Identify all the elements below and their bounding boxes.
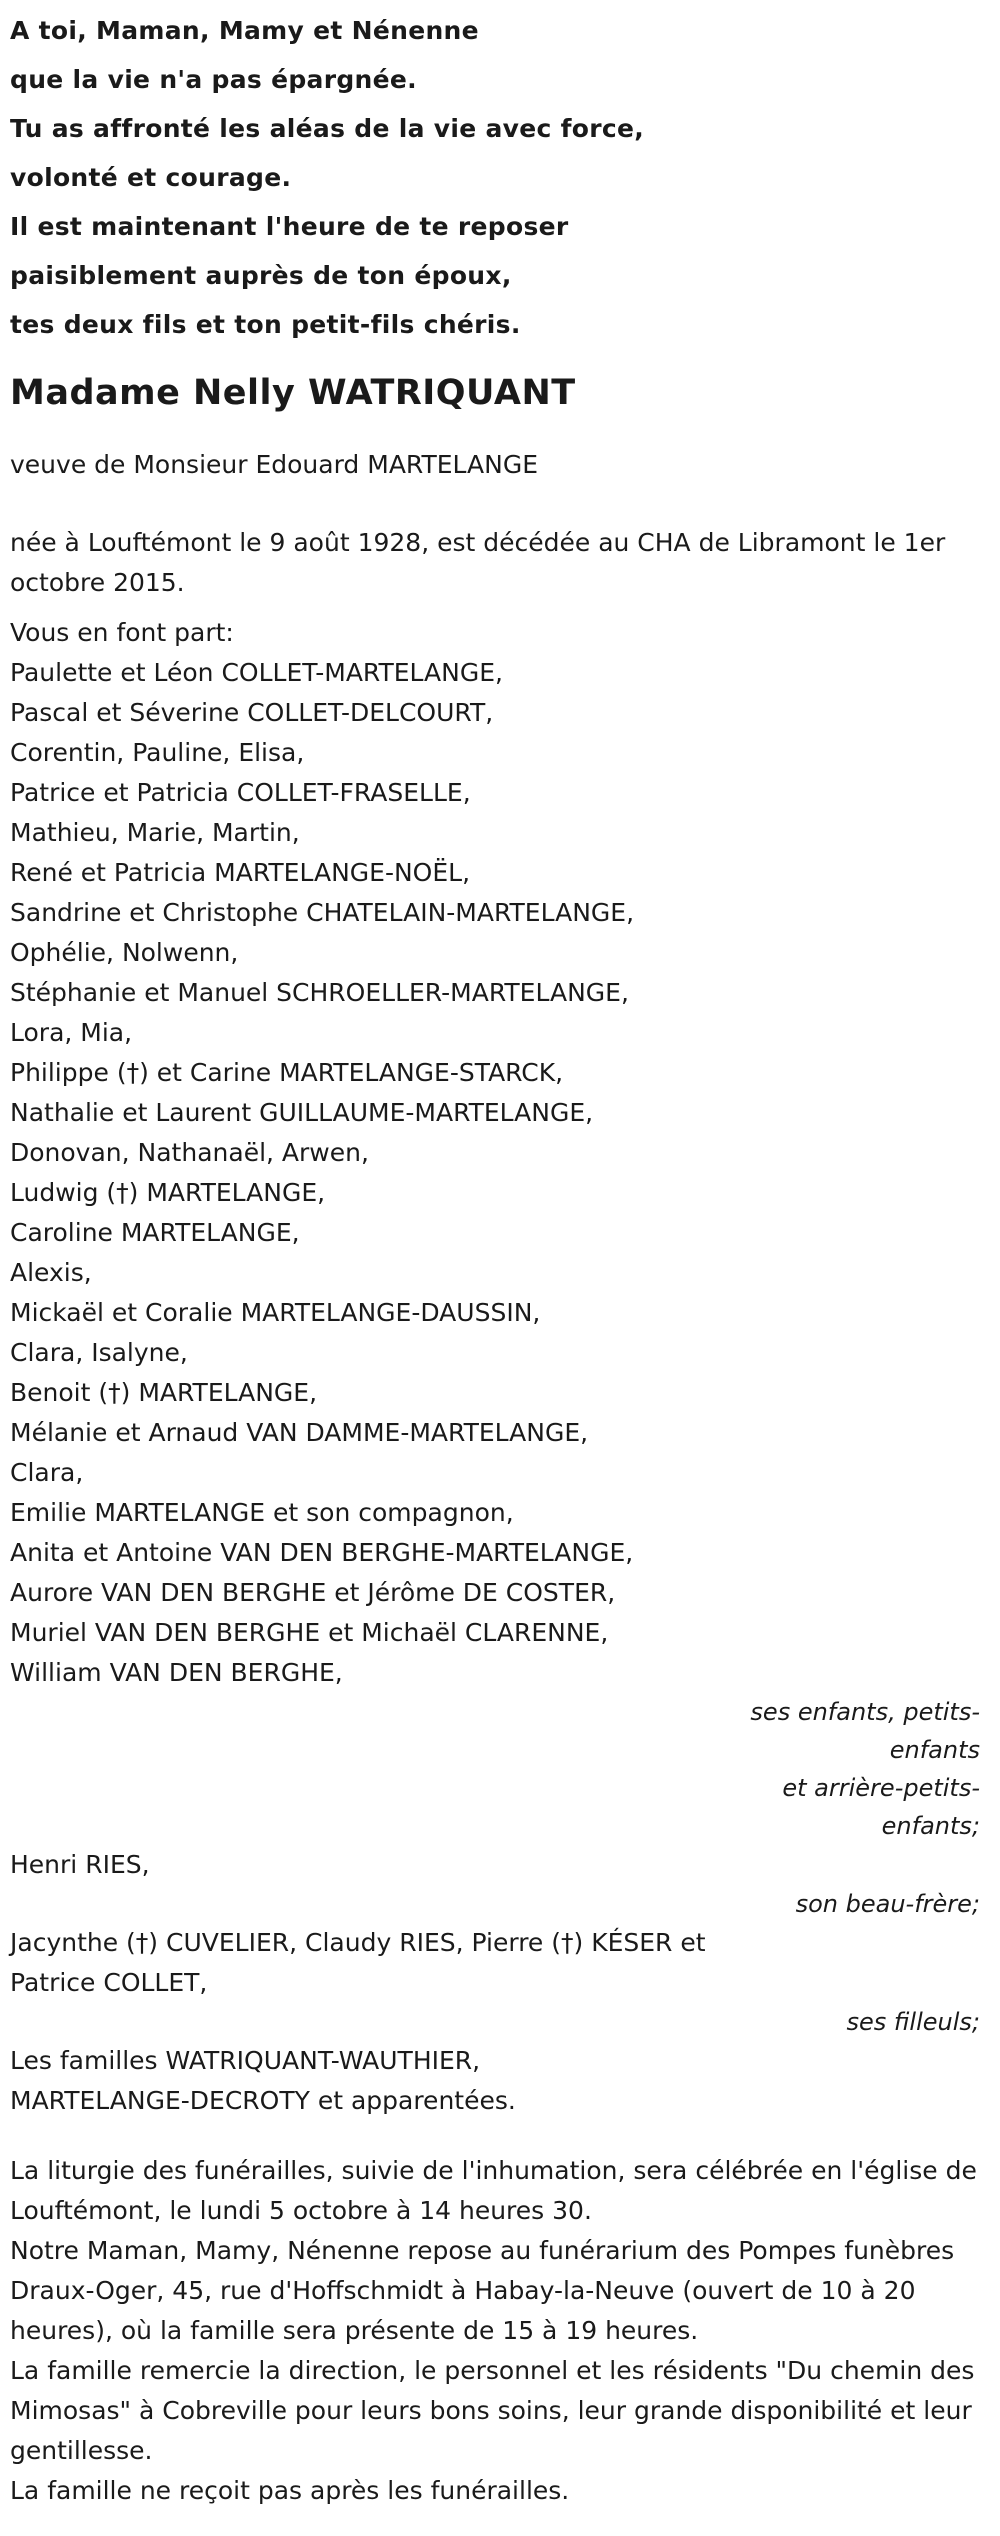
poem-line: paisiblement auprès de ton époux, [10,261,512,290]
poem-line: tes deux fils et ton petit-fils chéris. [10,310,521,339]
funeral-info [10,2151,990,2511]
family-line: Mathieu, Marie, Martin, [10,818,300,847]
family-line: Stéphanie et Manuel SCHROELLER-MARTELANGE, [10,978,629,1007]
thanks-text: La famille remercie la direction, le personnel et les résidents "Du chemin des Mimosas" à Cobreville pour leurs bons soins, leur grande disponibilité et leur gentillesse. [10,2356,975,2465]
family-line: Clara, Isalyne, [10,1338,188,1367]
poem-line: Il est maintenant l'heure de te reposer [10,212,569,241]
role-brother-in-law: son beau-frère; [795,1890,980,1918]
family-line: Nathalie et Laurent GUILLAUME-MARTELANGE, [10,1098,594,1127]
family-line: Paulette et Léon COLLET-MARTELANGE, [10,658,503,687]
family-line: Sandrine et Christophe CHATELAIN-MARTELANGE, [10,898,635,927]
family-line: Clara, [10,1458,84,1487]
family-line: Aurore VAN DEN BERGHE et Jérôme DE COSTER, [10,1578,616,1607]
poem [10,6,990,349]
family-list [10,653,990,1693]
deceased-name: Madame Nelly WATRIQUANT [10,373,576,413]
widow-of: veuve de Monsieur Edouard MARTELANGE [10,450,539,479]
poem-line: Tu as affronté les aléas de la vie avec force, [10,114,645,143]
role-great-grandchildren: et arrière-petits-enfants; [782,1774,980,1840]
obituary-page [10,0,990,2511]
family-line: Ophélie, Nolwenn, [10,938,239,967]
role-godchildren: ses filleuls; [846,2008,980,2036]
birth-death-info: née à Louftémont le 9 août 1928, est décédée au CHA de Libramont le 1er octobre 2015. [10,528,946,597]
family-line: Alexis, [10,1258,92,1287]
family-line: Anita et Antoine VAN DEN BERGHE-MARTELANGE, [10,1538,634,1567]
family-line: Emilie MARTELANGE et son compagnon, [10,1498,514,1527]
family-line: Lora, Mia, [10,1018,133,1047]
families-line: Les familles WATRIQUANT-WAUTHIER, MARTELANGE-DECROTY et apparentées. [10,2046,516,2115]
family-line: Corentin, Pauline, Elisa, [10,738,305,767]
family-line: Patrice et Patricia COLLET-FRASELLE, [10,778,471,807]
poem-line: volonté et courage. [10,163,292,192]
liturgy-text: La liturgie des funérailles, suivie de l'inhumation, sera célébrée en l'église de Louftémont, le lundi 5 octobre à 14 heures 30. [10,2156,977,2225]
family-line: René et Patricia MARTELANGE-NOËL, [10,858,471,887]
family-line: Mélanie et Arnaud VAN DAMME-MARTELANGE, [10,1418,589,1447]
family-line: Mickaël et Coralie MARTELANGE-DAUSSIN, [10,1298,541,1327]
family-line: Caroline MARTELANGE, [10,1218,300,1247]
no-reception-text: La famille ne reçoit pas après les funérailles. [10,2476,570,2505]
rest-text: Notre Maman, Mamy, Nénenne repose au funérarium des Pompes funèbres Draux-Oger, 45, rue d'Hoffschmidt à Habay-la-Neuve (ouvert de 10 à 20 heures), où la famille sera présente de 15 à 19 heures. [10,2236,955,2345]
announce-heading: Vous en font part: [10,618,234,647]
family-line: Muriel VAN DEN BERGHE et Michaël CLARENNE, [10,1618,609,1647]
family-line: Donovan, Nathanaël, Arwen, [10,1138,369,1167]
family-line: Ludwig (†) MARTELANGE, [10,1178,326,1207]
poem-line: que la vie n'a pas épargnée. [10,65,417,94]
family-line: Philippe (†) et Carine MARTELANGE-STARCK, [10,1058,564,1087]
family-line: Pascal et Séverine COLLET-DELCOURT, [10,698,494,727]
brother-in-law-name: Henri RIES, [10,1850,150,1879]
family-line: William VAN DEN BERGHE, [10,1658,343,1687]
role-children: ses enfants, petits-enfants [750,1698,980,1764]
godchildren-names: Jacynthe (†) CUVELIER, Claudy RIES, Pierre (†) KÉSER et Patrice COLLET, [10,1928,706,1997]
family-line: Benoit (†) MARTELANGE, [10,1378,318,1407]
poem-line: A toi, Maman, Mamy et Nénenne [10,16,479,45]
